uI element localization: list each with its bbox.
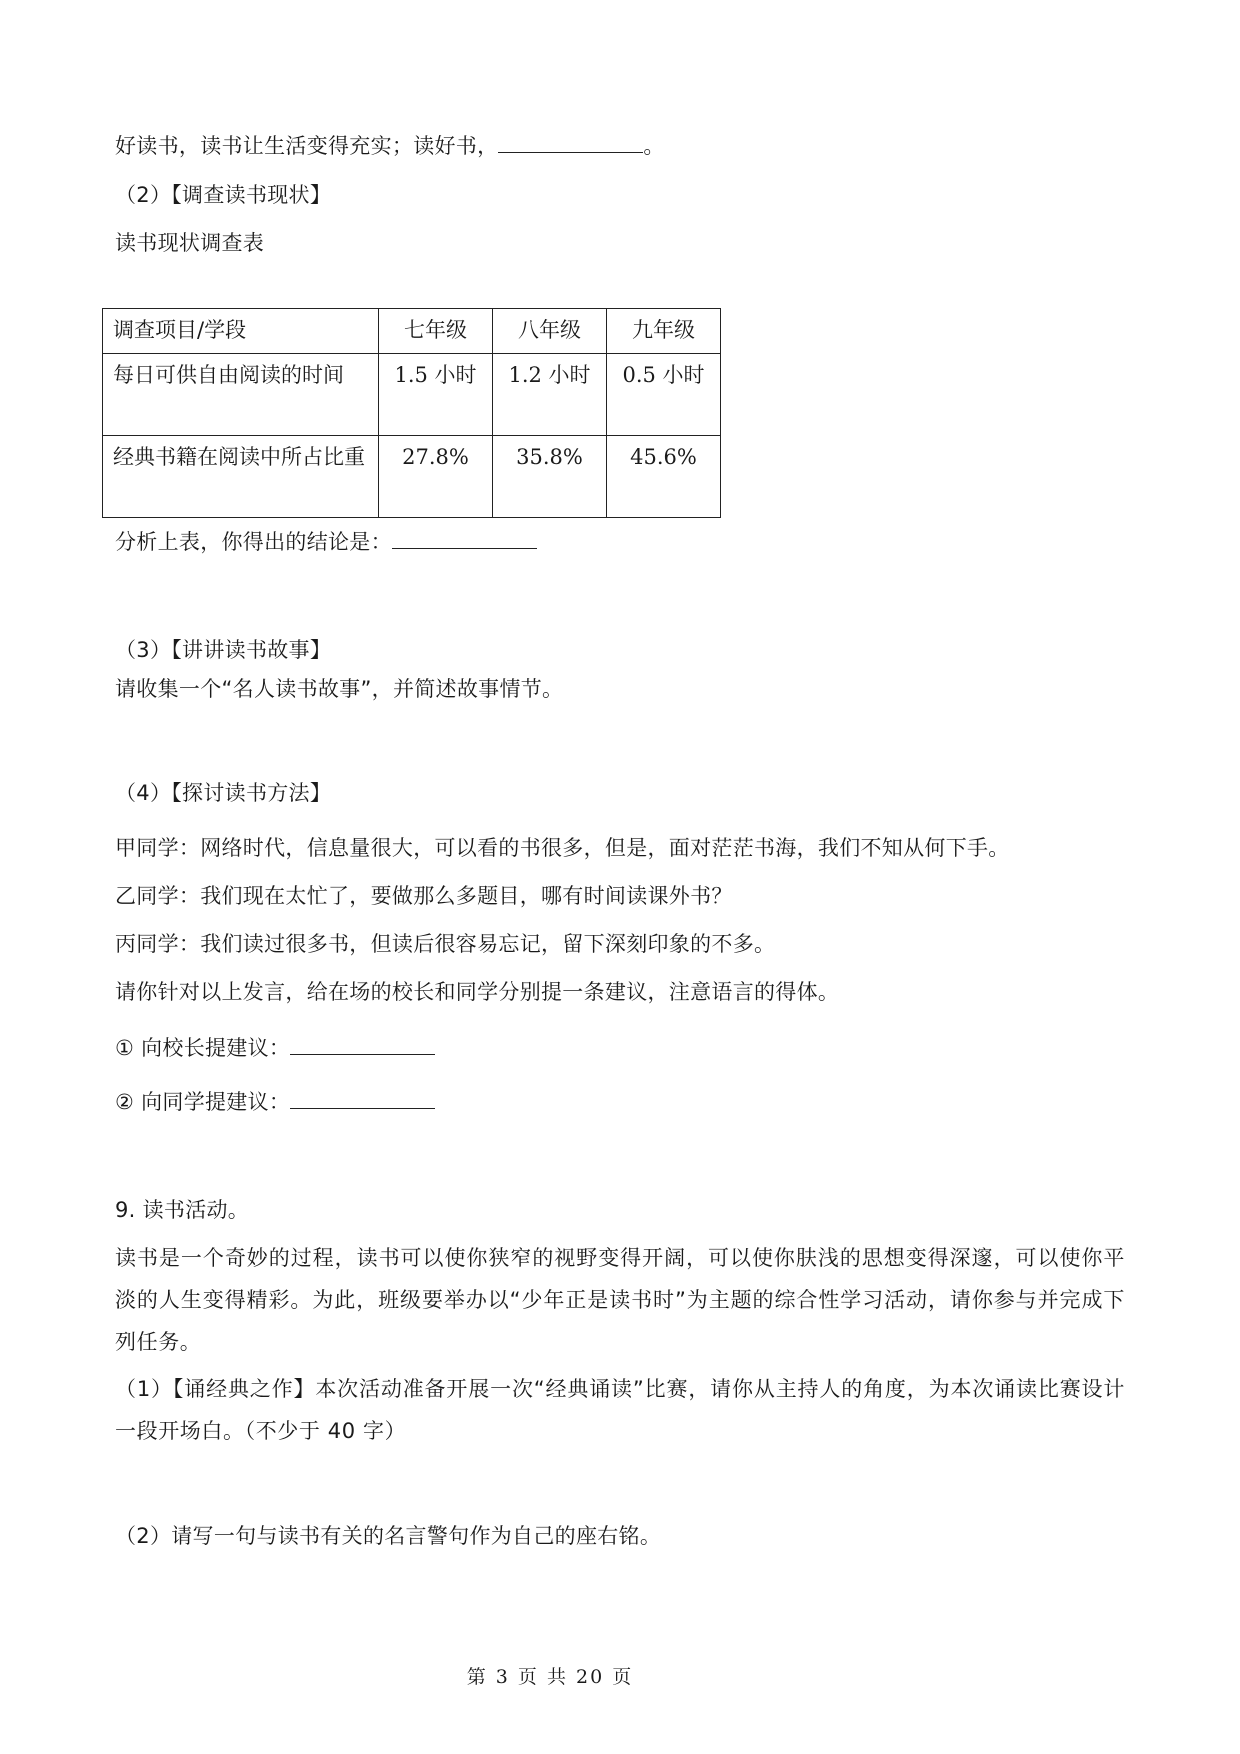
q4-prompt: 请你针对以上发言，给在场的校长和同学分别提一条建议，注意语言的得体。: [115, 980, 840, 1004]
q9-task-2: （2）请写一句与读书有关的名言警句作为自己的座右铭。: [115, 1524, 662, 1548]
advice-classmates: [115, 1087, 435, 1117]
student-jia-statement: 甲同学：网络时代，信息量很大，可以看的书很多，但是，面对茫茫书海，我们不知从何下手。: [115, 836, 1010, 860]
table-cell: 35.8%: [493, 436, 607, 518]
student-yi-statement: 乙同学：我们现在太忙了，要做那么多题目，哪有时间读课外书？: [115, 884, 733, 908]
analysis-question: [115, 527, 537, 557]
advice-label: ② 向同学提建议：: [115, 1090, 291, 1114]
analysis-text: 分析上表，你得出的结论是：: [115, 530, 392, 554]
table-cell: 27.8%: [379, 436, 493, 518]
row-label: 每日可供自由阅读的时间: [103, 354, 379, 436]
table-cell: 0.5 小时: [607, 354, 721, 436]
answer-blank-3[interactable]: [290, 1036, 435, 1055]
q9-intro-paragraph: 读书是一个奇妙的过程，读书可以使你狭窄的视野变得开阔，可以使你肤浅的思想变得深邃，可以使你平淡的人生变得精彩。为此，班级要举办以“少年正是读书时”为主题的综合性学习活动，请你参与并完成下列任务。: [115, 1246, 1125, 1354]
row-label: 经典书籍在阅读中所占比重: [103, 436, 379, 518]
header-cell: 调查项目/学段: [103, 309, 379, 354]
table-cell: 1.5 小时: [379, 354, 493, 436]
q9-task-1: （1）【诵经典之作】本次活动准备开展一次“经典诵读”比赛，请你从主持人的角度，为本次诵读比赛设计一段开场白。（不少于 40 字）: [115, 1377, 1125, 1443]
answer-blank-4[interactable]: [290, 1090, 435, 1109]
sentence-text: 好读书，读书让生活变得充实；读好书，: [115, 134, 499, 158]
reading-survey-table: [102, 308, 721, 518]
page-number: 第 3 页 共 20 页: [466, 1666, 634, 1688]
q9-title: 9. 读书活动。: [115, 1198, 250, 1222]
advice-principal: [115, 1033, 435, 1063]
table-cell: 45.6%: [607, 436, 721, 518]
answer-blank-2[interactable]: [392, 530, 537, 549]
q3-title: （3）【讲讲读书故事】: [115, 638, 332, 662]
table-header-row: [103, 309, 721, 354]
header-cell: 七年级: [379, 309, 493, 354]
q2-title: （2）【调查读书现状】: [115, 183, 332, 207]
table-row: [103, 354, 721, 436]
q4-title: （4）【探讨读书方法】: [115, 781, 332, 805]
table-cell: 1.2 小时: [493, 354, 607, 436]
sentence-end: 。: [643, 134, 665, 158]
student-bing-statement: 丙同学：我们读过很多书，但读后很容易忘记，留下深刻印象的不多。: [115, 932, 776, 956]
answer-blank-1[interactable]: [498, 134, 643, 153]
table-row: [103, 436, 721, 518]
header-cell: 九年级: [607, 309, 721, 354]
fill-blank-sentence: [115, 131, 665, 161]
q3-prompt: 请收集一个“名人读书故事”，并简述故事情节。: [115, 677, 564, 701]
advice-label: ① 向校长提建议：: [115, 1036, 291, 1060]
table-title: 读书现状调查表: [115, 231, 265, 255]
header-cell: 八年级: [493, 309, 607, 354]
